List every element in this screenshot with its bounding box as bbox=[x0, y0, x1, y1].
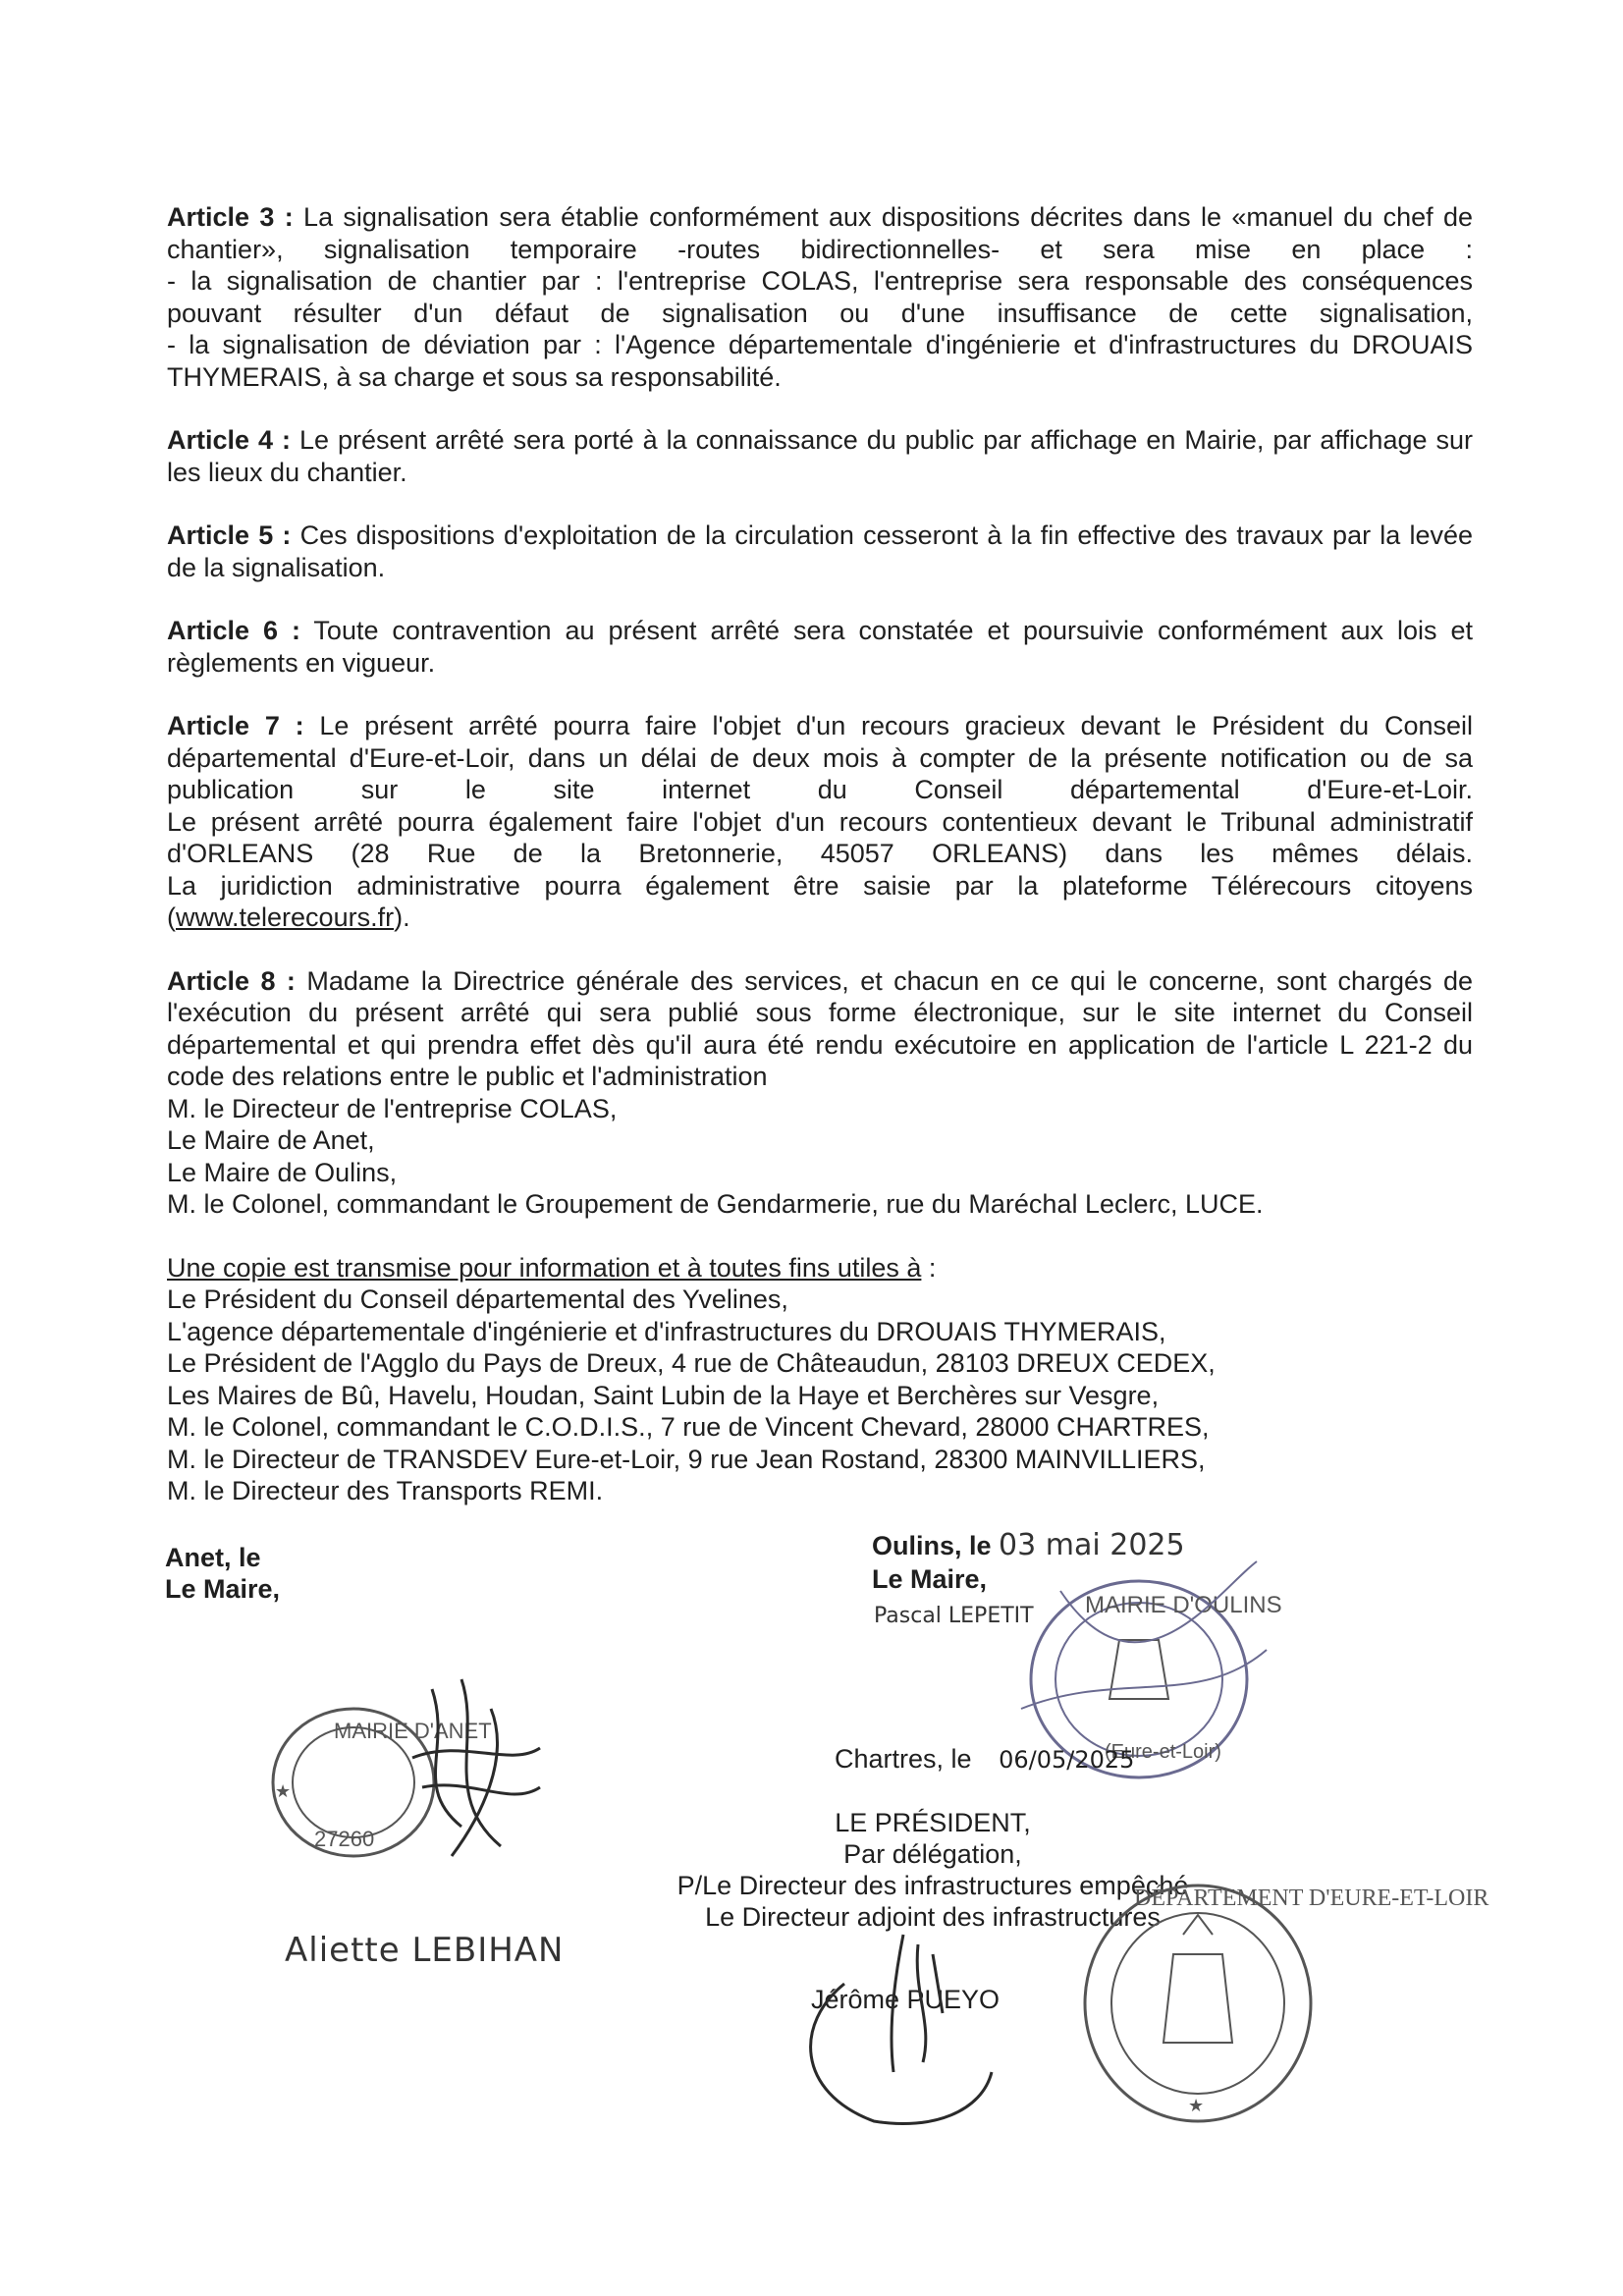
article-7 bbox=[167, 710, 1473, 934]
document-body bbox=[167, 201, 1473, 1507]
article-7-line-6: La juridiction administrative pourra également être saisie par la plateforme Télérecours citoyens bbox=[167, 870, 1473, 901]
article-4-text: Le présent arrêté sera porté à la connaissance du public par affichage en Mairie, par affichage sur les lieux du chantier. bbox=[167, 425, 1473, 487]
anet-role: Le Maire, bbox=[165, 1574, 281, 1604]
oulins-place: Oulins, le bbox=[872, 1531, 992, 1560]
svg-text:MAIRIE D'OULINS: MAIRIE D'OULINS bbox=[1085, 1592, 1282, 1618]
article-6 bbox=[167, 615, 1473, 679]
svg-text:★: ★ bbox=[275, 1781, 292, 1801]
article-8-label: Article 8 : bbox=[167, 965, 296, 996]
departement-stamp bbox=[1075, 1876, 1489, 2131]
article-8-text: Madame la Directrice générale des services, et chacun en ce qui le concerne, sont chargés de l'exécution du présent arrêté qui sera publié sous forme électronique, sur le site internet du Conseil départemental et qui prendra effet dès qu'il aura été rendu exécutoire en application de l'article L 221-2 du code des relations entre le public et l'administration bbox=[167, 965, 1473, 1091]
article-3-line-3: - la signalisation de chantier par : l'entreprise COLAS, l'entreprise sera responsable des conséquences bbox=[167, 266, 1473, 296]
article-4 bbox=[167, 424, 1473, 488]
article-6-label: Article 6 : bbox=[167, 616, 300, 645]
article-3-line-2: chantier», signalisation temporaire -routes bidirectionnelles- et sera mise en place : bbox=[167, 234, 1473, 264]
article-4-label: Article 4 : bbox=[167, 425, 292, 455]
article-7-line-4: Le présent arrêté pourra également faire l'objet d'un recours contentieux devant le Tribunal administratif bbox=[167, 806, 1473, 837]
copy-item: L'agence départementale d'ingénierie et d'infrastructures du DROUAIS THYMERAIS, bbox=[167, 1316, 1166, 1346]
oulins-handwritten-date: 03 mai 2025 bbox=[999, 1528, 1185, 1562]
copy-item: M. le Colonel, commandant le C.O.D.I.S., 7 rue de Vincent Chevard, 28000 CHARTRES, bbox=[167, 1412, 1210, 1442]
svg-text:★: ★ bbox=[1188, 2096, 1205, 2115]
article-8 bbox=[167, 965, 1473, 1221]
chartres-signature bbox=[795, 1925, 992, 2131]
svg-text:DÉPARTEMENT D'EURE-ET-LOIR: DÉPARTEMENT D'EURE-ET-LOIR bbox=[1134, 1886, 1489, 1911]
svg-text:(Eure-et-Loir): (Eure-et-Loir) bbox=[1105, 1741, 1221, 1763]
article-3-label: Article 3 : bbox=[167, 202, 294, 232]
oulins-role: Le Maire, bbox=[872, 1564, 988, 1594]
article-3-line-5: - la signalisation de déviation par : l'Agence départementale d'ingénierie et d'infrastructures du DROUAIS bbox=[167, 330, 1473, 359]
chartres-place: Chartres, le bbox=[835, 1744, 972, 1774]
copy-item: M. le Directeur des Transports REMI. bbox=[167, 1476, 604, 1505]
article-3 bbox=[167, 201, 1473, 393]
article-3-line-4: pouvant résulter d'un défaut de signalisation ou d'une insuffisance de cette signalisation, bbox=[167, 298, 1473, 328]
article-3-line-6: THYMERAIS, à sa charge et sous sa responsabilité. bbox=[167, 361, 782, 392]
svg-text:MAIRIE D'ANET: MAIRIE D'ANET bbox=[334, 1719, 492, 1743]
anet-signature bbox=[393, 1669, 550, 1866]
article-5-text: Ces dispositions d'exploitation de la circulation cesseront à la fin effective des travaux par la levée de la signalisation. bbox=[167, 520, 1473, 582]
telerecours-link[interactable]: www.telerecours.fr bbox=[176, 902, 395, 932]
article-7-link-prefix: ( bbox=[167, 902, 176, 932]
copy-item: Les Maires de Bû, Havelu, Houdan, Saint Lubin de la Haye et Berchères sur Vesgre, bbox=[167, 1380, 1160, 1410]
recipient-item: Le Maire de Anet, bbox=[167, 1125, 375, 1155]
copy-item: Le Président de l'Agglo du Pays de Dreux, 4 rue de Châteaudun, 28103 DREUX CEDEX, bbox=[167, 1348, 1216, 1378]
article-7-line-2: départemental d'Eure-et-Loir, dans un délai de deux mois à compter de la présente notification ou de sa bbox=[167, 742, 1473, 773]
chartres-date: 06/05/2025 bbox=[999, 1746, 1135, 1774]
article-7-link-suffix: ). bbox=[394, 902, 410, 932]
article-6-text: Toute contravention au présent arrêté sera constatée et poursuivie conformément aux lois et règlements en vigueur. bbox=[167, 616, 1473, 678]
svg-text:27260: 27260 bbox=[314, 1827, 375, 1851]
article-7-line-5: d'ORLEANS (28 Rue de la Bretonnerie, 45057 ORLEANS) dans les mêmes délais. bbox=[167, 839, 1473, 868]
chartres-line-1: LE PRÉSIDENT, bbox=[835, 1808, 1031, 1837]
anet-handwritten-name: Aliette LEBIHAN bbox=[285, 1931, 565, 1970]
copies-section bbox=[167, 1252, 1473, 1507]
copies-heading-suffix: : bbox=[921, 1252, 937, 1283]
copies-heading: Une copie est transmise pour information et à toutes fins utiles à bbox=[167, 1252, 922, 1283]
chartres-signer: Jérôme PUEYO bbox=[811, 1985, 1001, 2014]
article-7-line-3: publication sur le site internet du Conseil départemental d'Eure-et-Loir. bbox=[167, 775, 1473, 804]
article-3-line-1: La signalisation sera établie conformément aux dispositions décrites dans le «manuel du chef de bbox=[303, 202, 1473, 232]
article-7-label: Article 7 : bbox=[167, 711, 304, 740]
recipient-item: M. le Colonel, commandant le Groupement de Gendarmerie, rue du Maréchal Leclerc, LUCE. bbox=[167, 1189, 1264, 1219]
anet-place: Anet, le bbox=[165, 1543, 261, 1572]
oulins-handwritten-name: Pascal LEPETIT bbox=[874, 1604, 1034, 1628]
chartres-line-2: Par délégation, bbox=[843, 1839, 1022, 1869]
chartres-line-3: P/Le Directeur des infrastructures empêché bbox=[676, 1871, 1189, 1900]
article-5-label: Article 5 : bbox=[167, 520, 292, 550]
article-5 bbox=[167, 519, 1473, 583]
copy-item: Le Président du Conseil départemental des Yvelines, bbox=[167, 1285, 788, 1314]
recipient-item: M. le Directeur de l'entreprise COLAS, bbox=[167, 1093, 618, 1123]
chartres-line-4: Le Directeur adjoint des infrastructures bbox=[705, 1902, 1161, 1932]
article-7-line-1: Le présent arrêté pourra faire l'objet d'un recours gracieux devant le Président du Conseil bbox=[319, 711, 1473, 740]
copy-item: M. le Directeur de TRANSDEV Eure-et-Loir, 9 rue Jean Rostand, 28300 MAINVILLIERS, bbox=[167, 1444, 1206, 1474]
recipient-item: Le Maire de Oulins, bbox=[167, 1157, 398, 1187]
